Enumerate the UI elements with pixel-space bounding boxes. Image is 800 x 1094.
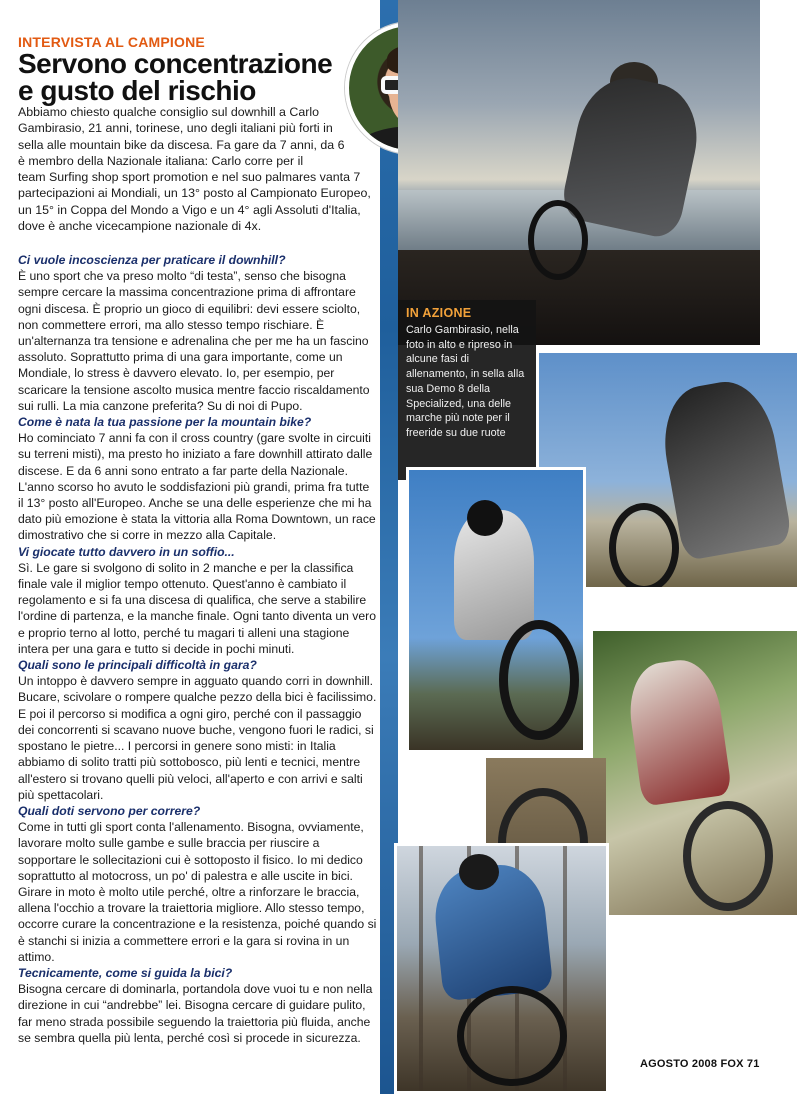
caption-title: IN AZIONE [406, 306, 472, 320]
page-folio: AGOSTO 2008 FOX 71 [640, 1058, 760, 1070]
answer-2: Ho cominciato 7 anni fa con il cross country (gare svolte in circuiti su terreni misti), ma presto ho iniziato a fare downhill attirato dalle discese. E da 6 anni sono entrato a far parte della Nazionale. L'anno scorso ho avuto le soddisfazioni più grandi, prima fra tutte il 13° posto all'Europeo. Anche se una delle esperienze che mi ha dato più emozione è stata la vittoria alla Roma Downtown, un race dimostrativo che si corre in mezzo alla Capitale. [18, 431, 376, 543]
question-1: Ci vuole incoscienza per praticare il downhill? [18, 253, 286, 267]
lead-paragraph-wide: team Surfing shop sport promotion e nel suo palmares vanta 7 partecipazioni ai Mondiali, un 13° posto al Campionato Europeo, un 15° in Coppa del Mondo a Vigo e un 4° agli Assoluti d'Italia, dove è anche vicecampione nazionale di 4x. [18, 170, 371, 233]
article-kicker: INTERVISTA AL CAMPIONE [18, 34, 205, 50]
question-5: Quali doti servono per correre? [18, 803, 201, 818]
caption-text: Carlo Gambirasio, nella foto in alto e ripreso in alcune fasi di allenamento, in sella alla sua Demo 8 della Specialized, una delle marche più note per il freeride su due ruote [406, 324, 525, 439]
answer-6: Bisogna cercare di dominarla, portandola dove vuoi tu e non nella direzione in cui “andrebbe” lei. Bisogna cercare di guidare pulito, far meno strada possibile seguendo la traiettoria più fluida, anche se sembra quella più lenta, perché così si procede in sicurezza. [18, 982, 373, 1045]
photo-rider-woods-jump [394, 843, 609, 1094]
article-title [18, 50, 348, 104]
answer-1: È uno sport che va preso molto “di testa”, senso che bisogna sempre cercare la massima concentrazione prima di affrontare ogni discesa. È proprio un gioco di equilibri: devi essere sciolto, non commettere errori, ma allo stesso tempo rischiare. È un'alternanza tra tensione e adrenalina che per me ha un fascino assoluto. Soprattutto prima di una gara importante, come un Mondiale, lo stress è davvero elevato. Io, per esempio, per scaricare la tensione ascolto musica mentre faccio riscaldamento sui rulli. La mia canzone preferita? Su di noi di Pupo. [18, 269, 370, 413]
question-3: Vi giocate tutto davvero in un soffio... [18, 544, 235, 559]
title-line-1: Servono concentrazione [18, 48, 333, 79]
answer-4: Un intoppo è davvero sempre in agguato quando corri in downhill. Bucare, scivolare o rompere qualche pezzo della bici è facilissimo. E poi il percorso si modifica a ogni giro, perché con il passaggio dei concorrenti si scavano nuove buche, vengono fuori le radici, si spostano le pietre... I percorsi in genere sono misti: in Italia abbiamo di solito tratti più sottobosco, più lenti e tecnici, mentre all'estero si trovano quelli più veloci, all'aperto e con arrivi e salti più spettacolari. [18, 674, 377, 802]
interview-body [18, 252, 378, 1046]
photo-caption-box [398, 300, 536, 480]
question-4: Quali sono le principali difficoltà in gara? [18, 658, 257, 673]
question-2: Come è nata la tua passione per la mountain bike? [18, 415, 312, 430]
hero-photo-rider-sunset [398, 0, 760, 345]
question-6: Tecnicamente, come si guida la bici? [18, 965, 233, 980]
answer-3: Sì. Le gare si svolgono di solito in 2 manche e per la classifica finale vale il miglior tempo ottenuto. Quest'anno è cambiato il regolamento e si fa una discesa di qualifica, che serve a stabilire l'ordine di partenza, e la manche finale. Ogni tanto diventa un vero e proprio terno al lotto, perché tu magari ti alleni una stagione intera per una gara e tutto si decide in pochi minuti. [18, 560, 377, 656]
lead-paragraph-narrow: Abbiamo chiesto qualche consiglio sul downhill a Carlo Gambirasio, 21 anni, torinese, uno degli italiani più forti in sella alle mountain bike da discesa. Fa gare da 7 anni, da 6 è membro della Nazionale italiana: Carlo corre per il [18, 105, 345, 168]
photo-rider-front-wheel [406, 467, 586, 753]
photo-rider-forest-blur [590, 628, 800, 918]
answer-5: Come in tutti gli sport conta l'allenamento. Bisogna, ovviamente, lavorare molto sulle gambe e sulle braccia per riuscire a sopportare le sollecitazioni cui è sottoposto il fisico. Io mi dedico soprattutto al motocross, un po' di palestra e alle uscite in bici. Girare in moto è molto utile perché, oltre a rinforzare le braccia, allena l'occhio a trovare la traiettoria migliore. Allo stesso tempo, occorre curare la concentrazione e la resistenza, poiché quando si è stanchi si inizia a commettere errori e la gara si rovina in un attimo. [18, 820, 377, 964]
title-line-2: e gusto del rischio [18, 75, 256, 106]
